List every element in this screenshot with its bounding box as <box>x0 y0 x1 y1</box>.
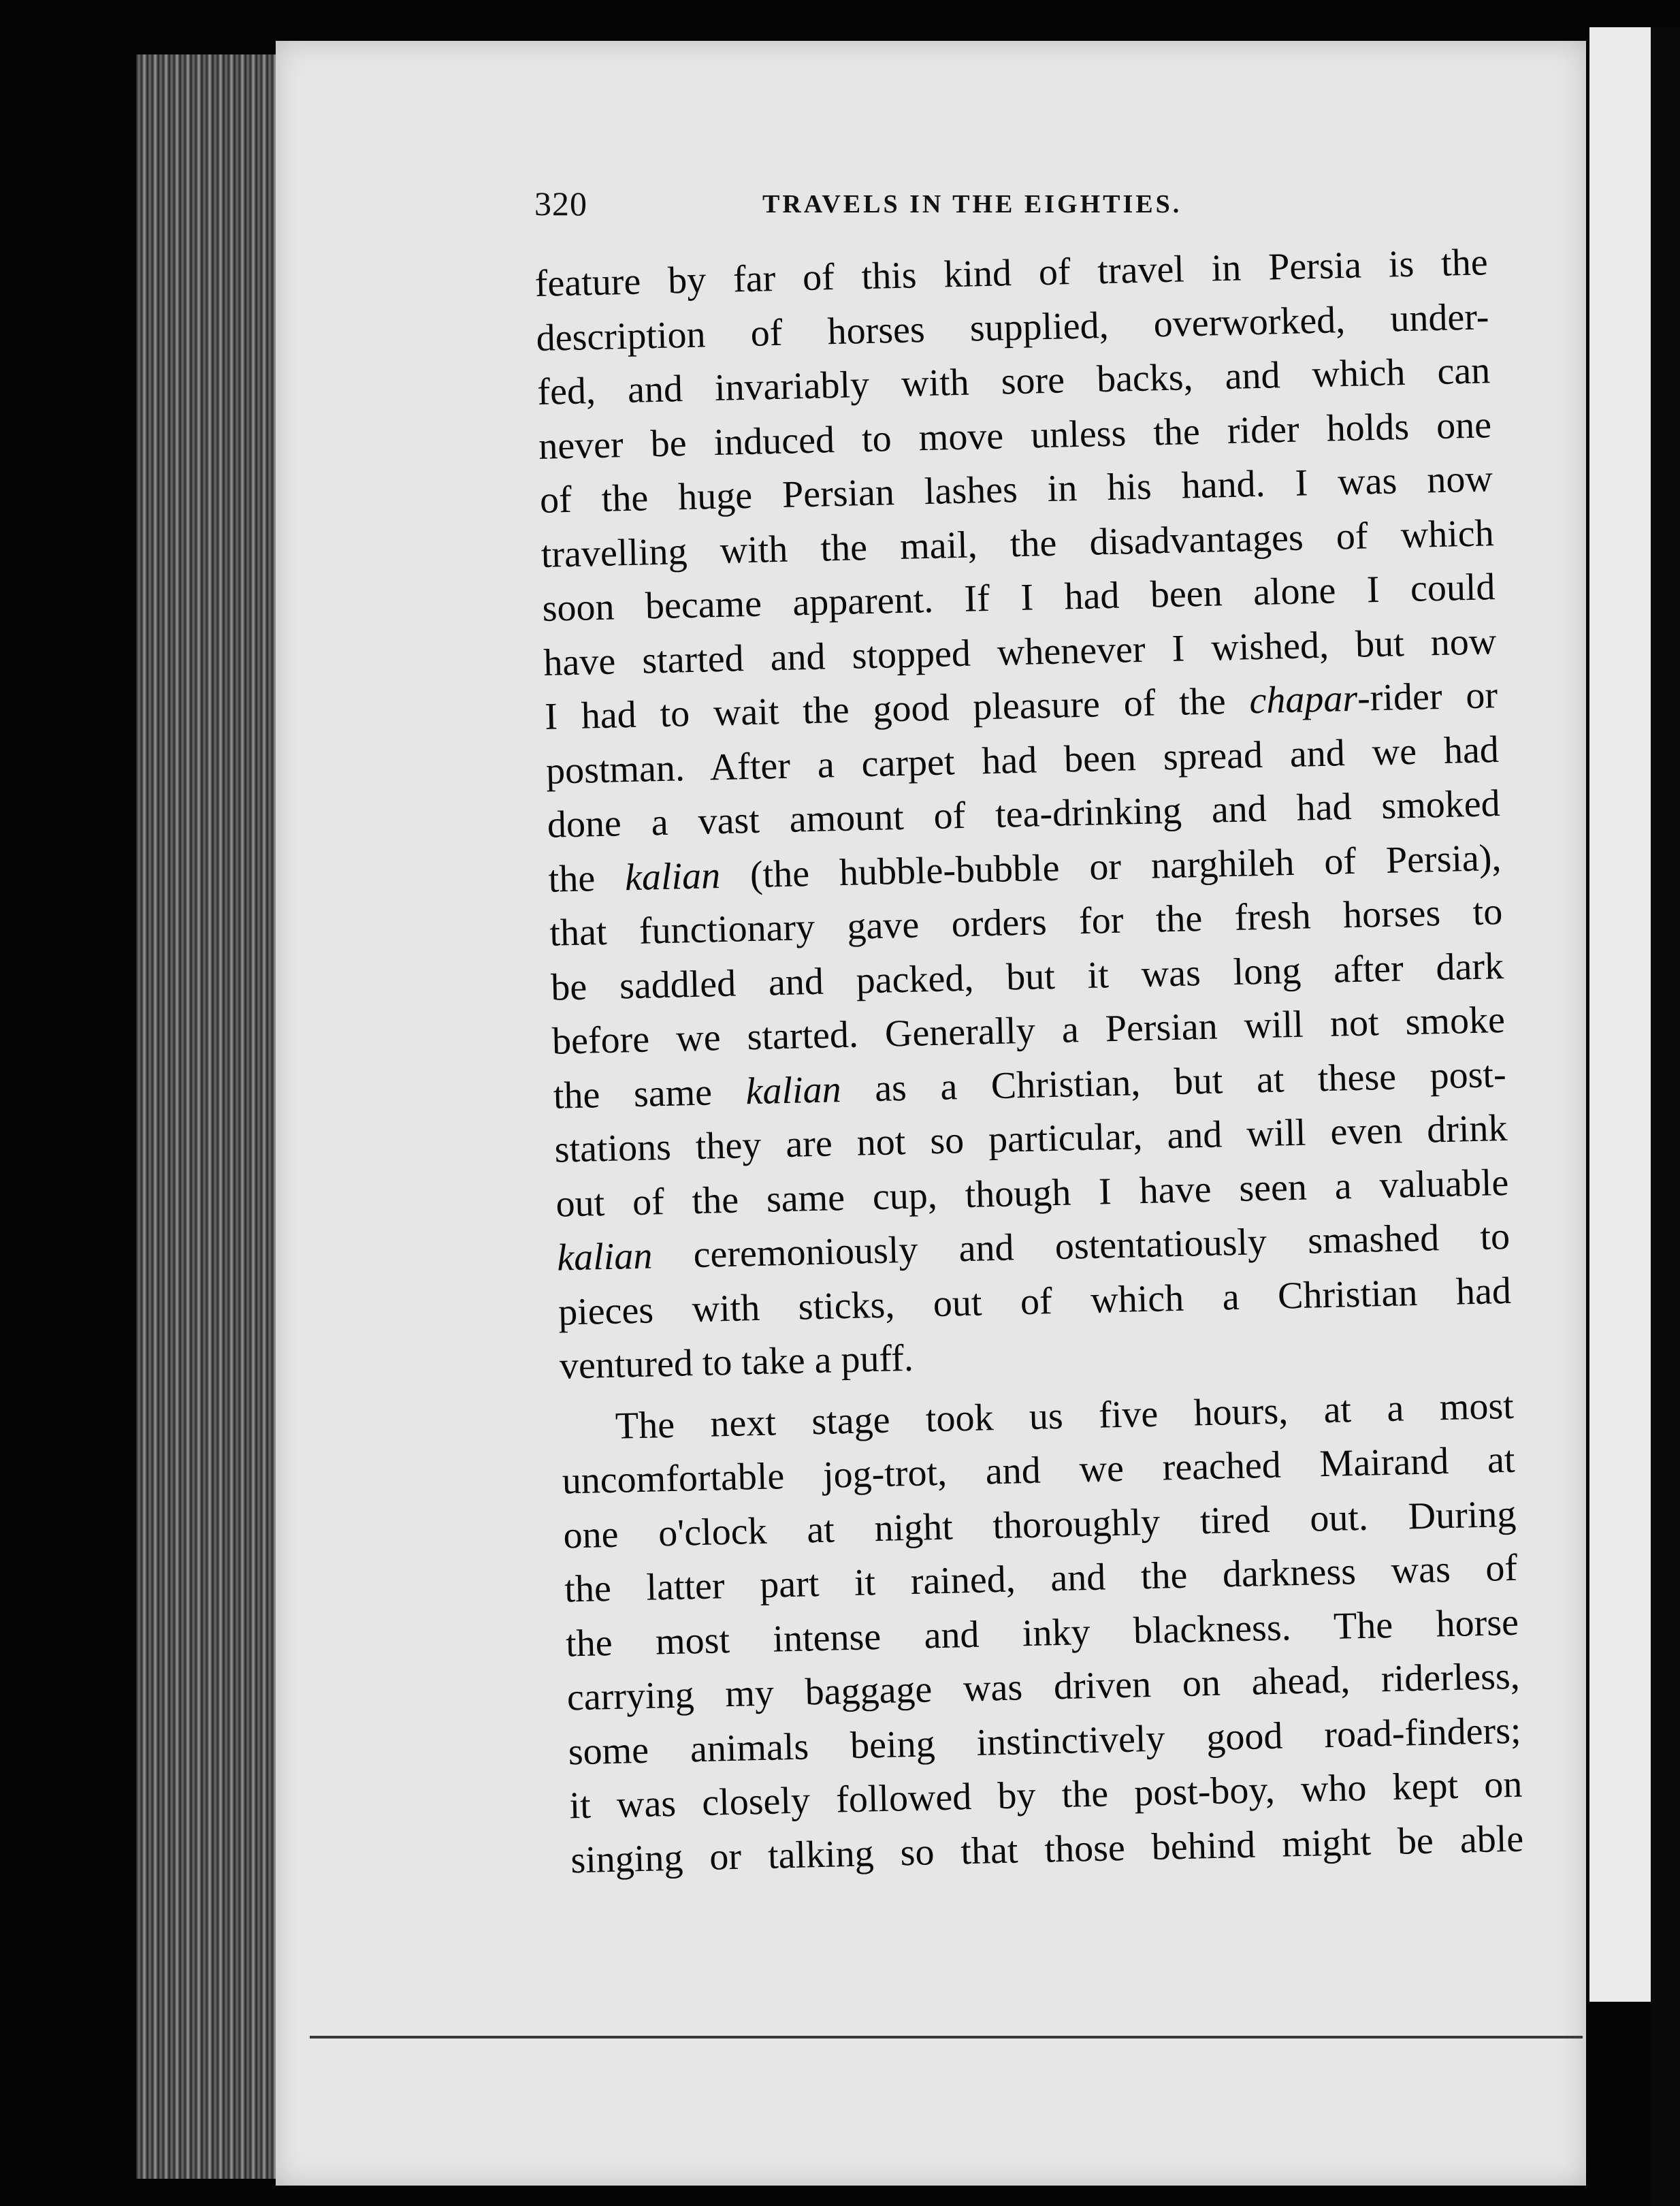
page-header <box>534 184 1229 231</box>
paragraph <box>534 236 1513 1394</box>
text-line: The next stage took us five hours, at a most <box>615 1384 1515 1448</box>
page-bottom-rule <box>310 2036 1583 2039</box>
text-line: uncomfortable jog-trot, and we reached Mairand at <box>562 1438 1516 1503</box>
text-line: have started and stopped whenever I wished, but now <box>543 620 1497 684</box>
text-line: the latter part it rained, and the darkness was of <box>564 1546 1518 1611</box>
text-line: ventured to take a puff. <box>559 1337 914 1388</box>
text-line: done a vast amount of tea-drinking and had smoked <box>547 782 1501 846</box>
text-line: stations they are not so particular, and will even drink <box>554 1106 1508 1171</box>
page-number: 320 <box>534 185 587 223</box>
text-line: kalian ceremoniously and ostentatiously smashed to <box>556 1215 1511 1279</box>
paragraph <box>560 1379 1524 1887</box>
text-line: soon became apparent. If I had been alone I could <box>542 566 1496 630</box>
text-line: of the huge Persian lashes in his hand. I was now <box>539 458 1493 522</box>
text-line: description of horses supplied, overworked, under- <box>535 295 1490 359</box>
facing-page-edge <box>1589 27 1651 2002</box>
text-line: the most intense and inky blackness. The horse <box>565 1601 1519 1665</box>
text-line: singing or talking so that those behind might be able <box>570 1817 1524 1881</box>
text-line: one o'clock at night thoroughly tired out. During <box>562 1492 1517 1557</box>
text-line: carrying my baggage was driven on ahead, riderless, <box>566 1655 1521 1719</box>
text-line: be saddled and packed, but it was long after dark <box>550 944 1504 1009</box>
text-line: travelling with the mail, the disadvantages of which <box>540 511 1495 576</box>
text-line: pieces with sticks, out of which a Christian had <box>558 1269 1512 1334</box>
text-line: fed, and invariably with sore backs, and which can <box>536 349 1491 413</box>
text-line: never be induced to move unless the rider holds one <box>538 403 1492 468</box>
text-line: the same kalian as a Christian, but at these post- <box>553 1053 1507 1117</box>
text-line: some animals being instinctively good road-finders; <box>568 1709 1522 1773</box>
running-title: TRAVELS IN THE EIGHTIES. <box>762 190 1182 219</box>
body-text <box>534 236 1524 1887</box>
text-line: out of the same cup, though I have seen a valuable <box>555 1161 1509 1226</box>
text-line: I had to wait the good pleasure of the chapar-rider or <box>544 674 1498 738</box>
text-line: postman. After a carpet had been spread and we had <box>545 728 1500 793</box>
text-line: that functionary gave orders for the fresh horses to <box>549 890 1503 955</box>
text-line: it was closely followed by the post-boy, who kept on <box>568 1763 1523 1827</box>
text-line: before we started. Generally a Persian will not smoke <box>551 998 1506 1063</box>
text-line: the kalian (the hubble-bubble or narghileh of Persia), <box>548 836 1502 901</box>
text-line: feature by far of this kind of travel in Persia is the <box>534 241 1489 305</box>
right-border <box>1651 27 1680 2206</box>
page-edges <box>136 54 279 2179</box>
